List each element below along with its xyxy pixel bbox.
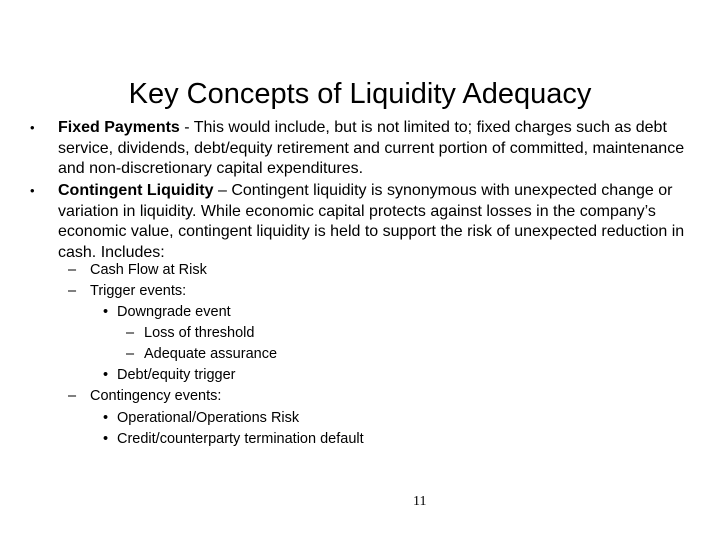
- sub-marker: –: [68, 388, 77, 404]
- page-number: 11: [413, 494, 427, 509]
- bullet-term: Contingent Liquidity: [58, 182, 214, 199]
- sub-text: Cash Flow at Risk: [90, 262, 207, 278]
- sub-text: Adequate assurance: [144, 346, 278, 362]
- sub-marker: –: [68, 262, 77, 278]
- sub-text: Trigger events:: [90, 283, 187, 299]
- slide-title: Key Concepts of Liquidity Adequacy: [128, 78, 592, 110]
- sub-item-contingency-events: [68, 386, 222, 407]
- sub-item-adequate-assurance: [126, 344, 278, 365]
- bullet-fixed-payments: [30, 118, 698, 180]
- sub-item-downgrade-event: [103, 302, 231, 323]
- sub-text: Operational/Operations Risk: [117, 410, 300, 426]
- sub-text: Contingency events:: [90, 388, 222, 404]
- bullet-term: Fixed Payments: [58, 119, 180, 136]
- bullet-marker: •: [30, 120, 35, 135]
- sub-item-operations-risk: [103, 408, 300, 429]
- sub-marker: –: [68, 283, 77, 299]
- sub-item-loss-of-threshold: [126, 323, 255, 344]
- sub-text: Credit/counterparty termination default: [117, 431, 364, 447]
- sub-marker: •: [103, 304, 109, 320]
- bullet-contingent-liquidity: [30, 181, 698, 263]
- sub-item-trigger-events: [68, 281, 187, 302]
- bullet-text: – Contingent liquidity is synonymous with unexpected change or variation in liquidity. While economic capital protects against losses in the company’s economic value, contingent liquidity is held to support the risk of unexpected reduction in cash. Includes:: [58, 182, 685, 261]
- sub-item-credit-termination: [103, 429, 364, 450]
- sub-marker: •: [103, 431, 109, 447]
- bullet-marker: •: [30, 183, 35, 198]
- sub-text: Downgrade event: [117, 304, 231, 320]
- sub-item-cash-flow-at-risk: [68, 260, 207, 281]
- sub-marker: •: [103, 367, 109, 383]
- sub-marker: •: [103, 410, 109, 426]
- sub-marker: –: [126, 346, 135, 362]
- bullet-text: - This would include, but is not limited to; fixed charges such as debt service, dividends, debt/equity retirement and current portion of committed, maintenance and non-discretionary capital expenditures.: [58, 119, 685, 177]
- sub-text: Loss of threshold: [144, 325, 255, 341]
- sub-text: Debt/equity trigger: [117, 367, 236, 383]
- sub-marker: –: [126, 325, 135, 341]
- sub-item-debt-equity-trigger: [103, 365, 236, 386]
